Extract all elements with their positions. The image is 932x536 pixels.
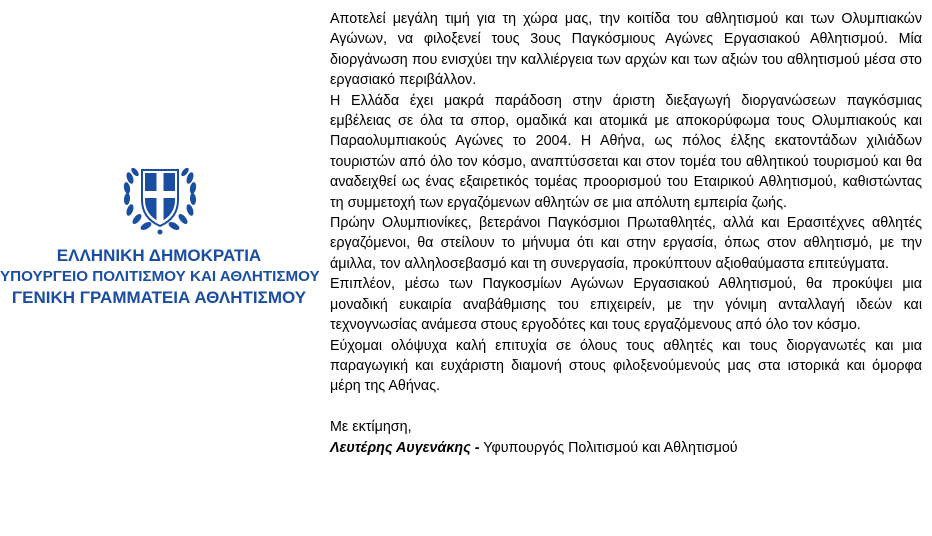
org-secretariat-name: ΓΕΝΙΚΗ ΓΡΑΜΜΑΤΕΙΑ ΑΘΛΗΤΙΣΜΟΥ <box>11 288 307 307</box>
signer-name: Λευτέρης Αυγενάκης - <box>330 439 480 456</box>
letter-paragraph: Πρώην Ολυμπιονίκες, βετεράνοι Παγκόσμιοι Πρωταθλητές, αλλά και Ερασιτέχνες αθλητές εργαζόμενοι, θα στείλουν το μήνυμα ότι και στην εργασία, όπως στον αθλητισμό, με την άμιλλα, τον αλληλοσεβασμό και τη συνεργασία, προκύπτουν αξιοθαύμαστα επιτεύγματα. <box>330 215 922 272</box>
org-ministry-name: ΥΠΟΥΡΓΕΙΟ ΠΟΛΙΤΙΣΜΟΥ ΚΑΙ ΑΘΛΗΤΙΣΜΟΥ <box>0 268 320 285</box>
letter-paragraph: Αποτελεί μεγάλη τιμή για τη χώρα μας, την κοιτίδα του αθλητισμού και των Ολυμπιακών Αγώνων, να φιλοξενεί τους 3ους Παγκόσμιους Αγώνες Εργασιακού Αθλητισμού. Μία διοργάνωση που ενισχύει την καλλιέργεια των αρχών και των αξιών του αθλητισμού μέσα στο εργασιακό περιβάλλον. <box>330 11 922 89</box>
signer-title: Υφυπουργός Πολιτισμού και Αθλητισμού <box>479 439 738 456</box>
letter-body <box>330 9 922 458</box>
letter-paragraph: Η Ελλάδα έχει μακρά παράδοση στην άριστη διεξαγωγή διοργανώσεων παγκόσμιας εμβέλειας σε όλα τα σπορ, ομαδικά και ατομικά με αποκορύφωμα τους Ολυμπιακούς και Παραολυμπιακούς Αγώνες το 2004. Η Αθήνα, ως πόλος έλξης εκατοντάδων χιλιάδων τουριστών από όλο τον κόσμο, αναπτύσσεται και στον τομέα του αθλητικού τουρισμού και θα αναδειχθεί ως ένας εξαιρετικός τομέας προορισμού του Εταιρικού Αθλητισμού, καθιστώντας τη συμμετοχή των εργαζόμενων αθλητών σε μια απόλυτη εμπειρία ζωής. <box>330 92 922 211</box>
greek-coat-of-arms-icon <box>118 156 202 236</box>
paragraph-spacer <box>330 397 922 417</box>
ministry-logo-block <box>0 0 318 536</box>
letter-paragraph: Εύχομαι ολόψυχα καλή επιτυχία σε όλους τους αθλητές και τους διοργανωτές και μια παραγωγική και ευχάριστη διαμονή στους φιλοξενούμενούς μας στα ιστορικά και όμορφα μέρη της Αθήνας. <box>330 337 922 395</box>
letter-paragraph: Επιπλέον, μέσω των Παγκοσμίων Αγώνων Εργασιακού Αθλητισμού, θα προκύψει μια μοναδική ευκαιρία αναβάθμισης του επιχειρείν, με την γόνιμη ανταλλαγή ιδεών και τεχνογνωσίας ανάμεσα στους εργοδότες και τους εργαζόμενους από όλο τον κόσμο. <box>330 276 922 334</box>
letter-signature <box>330 438 922 458</box>
letter-closing: Με εκτίμηση, <box>330 419 412 436</box>
org-country-name: ΕΛΛΗΝΙΚΗ ΔΗΜΟΚΡΑΤΙΑ <box>56 246 262 265</box>
